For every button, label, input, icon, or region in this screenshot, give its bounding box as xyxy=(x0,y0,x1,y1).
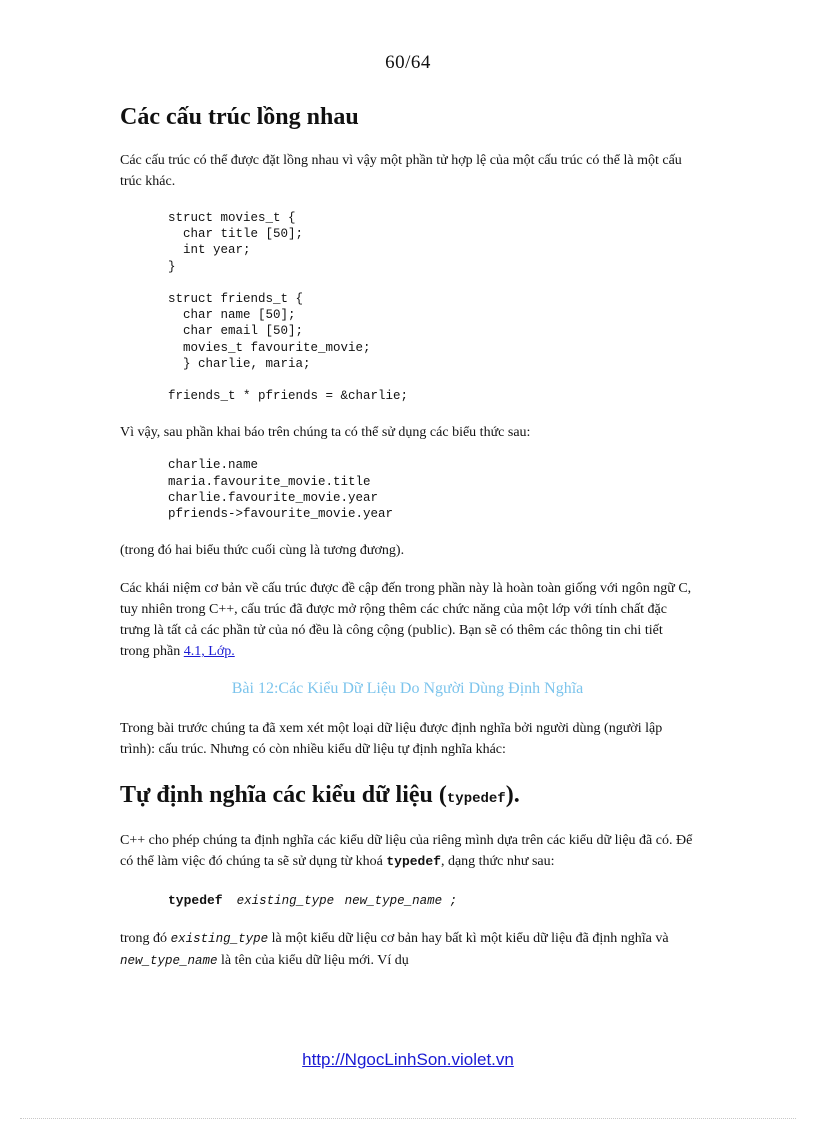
code-line: char title [50]; xyxy=(168,227,304,242)
code-block-struct-declarations xyxy=(168,210,695,404)
concept-text: Các khái niệm cơ bản về cấu trúc được đề cập đến trong phần này là hoàn toàn giống với ngôn ngữ C, tuy nhiên trong C++, cấu trúc đã được mở rộng thêm các chức năng của một lớp với tính chất đặc trưng là tất cả các phần tử của nó đều là công cộng (public). Bạn sẽ có thêm các thông tin chi tiết trong phần xyxy=(120,581,692,660)
page-number: 60/64 xyxy=(385,52,431,73)
page-content xyxy=(120,100,695,972)
typedef-intro-paragraph: C++ cho phép chúng ta định nghĩa các kiểu dữ liệu của riêng mình dựa trên các kiểu dữ liệu đã có. Để có thể làm việc đó chúng ta sẽ sử dụng từ khoá typedef, dạng thức như sau: xyxy=(120,833,693,870)
inline-keyword-typedef: typedef xyxy=(386,854,441,870)
equivalence-note: (trong đó hai biểu thức cuối cùng là tương đương). xyxy=(120,543,405,559)
typedef-explanation-paragraph: trong đó existing_type là một kiểu dữ liệu cơ bản hay bất kì một kiểu dữ liệu đã định nghĩa và new_type_name là tên của kiểu dữ liệu mới. Ví dụ xyxy=(120,931,669,969)
section-heading-nested-structs: Các cấu trúc lồng nhau xyxy=(120,104,359,130)
syntax-keyword: typedef xyxy=(168,893,223,909)
code-line: char email [50]; xyxy=(168,324,304,339)
syntax-existing-type: existing_type xyxy=(236,894,335,909)
nested-intro-paragraph: Các cấu trúc có thể được đặt lồng nhau vì vậy một phần tử hợp lệ của một cấu trúc có thể là một cấu trúc khác. xyxy=(120,153,682,189)
heading-code-typedef: typedef xyxy=(446,791,506,808)
typedef-syntax-line xyxy=(168,890,695,912)
concept-paragraph xyxy=(120,578,695,662)
code-line: } xyxy=(168,259,176,274)
code-line: friends_t * pfriends = &charlie; xyxy=(168,389,409,404)
footer-divider xyxy=(20,1118,796,1119)
code-line: pfriends->favourite_movie.year xyxy=(168,507,394,522)
code-line: char name [50]; xyxy=(168,308,296,323)
code-block-expressions xyxy=(168,457,695,522)
lesson-title: Bài 12:Các Kiểu Dữ Liệu Do Người Dùng Định Nghĩa xyxy=(231,680,584,698)
section-heading-typedef: Tự định nghĩa các kiểu dữ liệu (typedef). xyxy=(120,782,520,809)
code-line: maria.favourite_movie.title xyxy=(168,474,371,489)
code-line: struct friends_t { xyxy=(168,292,304,307)
inline-code-existing-type: existing_type xyxy=(170,932,269,947)
footer-website-link[interactable]: http://NgocLinhSon.violet.vn xyxy=(302,1050,514,1069)
code-line: charlie.name xyxy=(168,458,259,473)
inline-code-new-type-name: new_type_name xyxy=(120,954,218,969)
code-line: } charlie, maria; xyxy=(168,356,311,371)
code-line: charlie.favourite_movie.year xyxy=(168,490,379,505)
code-line: movies_t favourite_movie; xyxy=(168,340,371,355)
code-line: int year; xyxy=(168,243,251,258)
code-line: struct movies_t { xyxy=(168,211,296,225)
syntax-new-type-name: new_type_name ; xyxy=(344,894,458,909)
class-section-link[interactable]: 4.1, Lớp. xyxy=(183,644,235,660)
lesson-intro-paragraph: Trong bài trước chúng ta đã xem xét một loại dữ liệu được định nghĩa bởi người dùng (người lập trình): cấu trúc. Nhưng có còn nhiều kiểu dữ liệu tự định nghĩa khác: xyxy=(120,721,663,758)
after-code-paragraph: Vì vậy, sau phần khai báo trên chúng ta có thể sử dụng các biểu thức sau: xyxy=(120,425,531,441)
